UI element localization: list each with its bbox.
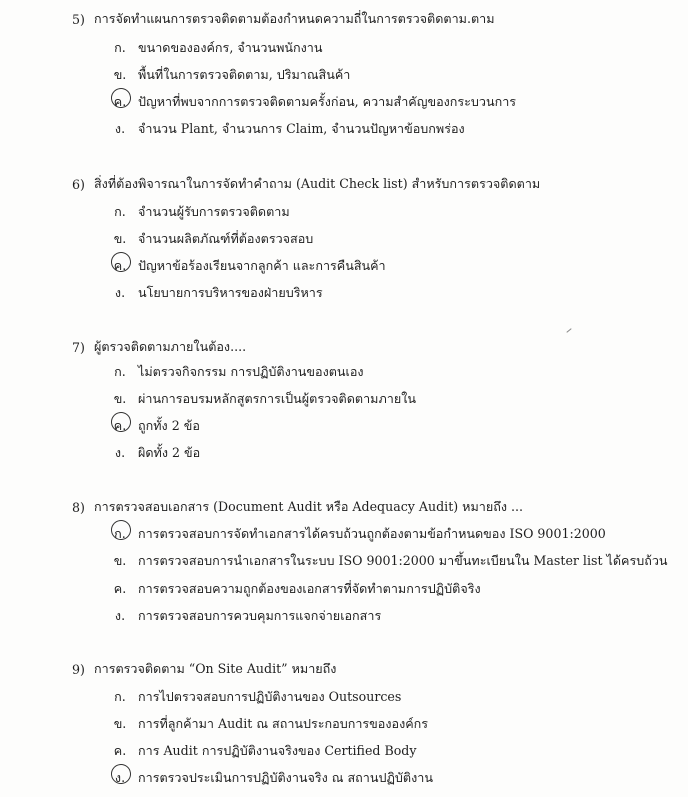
question-text: ผู้ตรวจติดตามภายในต้อง.... (94, 339, 247, 354)
choice-a (108, 201, 290, 223)
question-text: การตรวจติดตาม “On Site Audit” หมายถึง (94, 661, 337, 676)
question-number: 8) (72, 499, 85, 515)
choice-letter: ก. (114, 40, 126, 55)
choice-letter: ข. (113, 391, 127, 406)
choice-a (108, 37, 322, 59)
choice-text: การตรวจสอบการจัดทำเอกสารได้ครบถ้วนถูกต้องตามข้อกำหนดของ ISO 9001:2000 (138, 526, 606, 541)
choice-letter: ง. (114, 285, 126, 300)
question-number: 9) (72, 661, 85, 677)
choice-letter: ข. (113, 553, 127, 568)
choice-c (108, 91, 516, 113)
question-stem (72, 173, 540, 195)
choice-text: พื้นที่ในการตรวจติดตาม, ปริมาณสินค้า (138, 67, 351, 82)
choice-text: จำนวน Plant, จำนวนการ Claim, จำนวนปัญหาข้อบกพร่อง (138, 121, 465, 136)
choice-letter: ข. (113, 716, 127, 731)
choice-text: การตรวจสอบการนำเอกสารในระบบ ISO 9001:2000 มาขึ้นทะเบียนใน Master list ได้ครบถ้วน (138, 553, 668, 568)
choice-letter: ค. (113, 743, 127, 758)
choice-text: ถูกทั้ง 2 ข้อ (138, 418, 200, 433)
circled-answer-mark: ก. (108, 524, 132, 544)
question-stem (72, 496, 523, 518)
choice-text: การไปตรวจสอบการปฏิบัติงานของ Outsources (138, 689, 402, 704)
choice-c (108, 740, 416, 762)
choice-text: ปัญหาข้อร้องเรียนจากลูกค้า และการคืนสินค้า (138, 258, 386, 273)
choice-text: ขนาดขององค์กร, จำนวนพนักงาน (138, 40, 323, 55)
choice-d (108, 767, 433, 789)
choice-text: ไม่ตรวจกิจกรรม การปฏิบัติงานของตนเอง (138, 364, 364, 379)
question-number: 7) (72, 339, 85, 355)
choice-letter: ข. (113, 67, 127, 82)
choice-text: การตรวจสอบความถูกต้องของเอกสารที่จัดทำตามการปฏิบัติจริง (138, 581, 481, 596)
choice-b (108, 64, 350, 86)
choice-b (108, 550, 668, 572)
circled-answer-mark: ค. (108, 416, 132, 436)
choice-a (108, 686, 401, 708)
circled-answer-mark: ค. (108, 256, 132, 276)
choice-a (108, 361, 364, 383)
question-stem (72, 658, 336, 680)
choice-text: ผิดทั้ง 2 ข้อ (138, 445, 201, 460)
circled-answer-mark: ง. (108, 768, 132, 788)
choice-a (108, 523, 606, 545)
choice-text: จำนวนผู้รับการตรวจติดตาม (138, 204, 290, 219)
question-number: 5) (72, 11, 85, 27)
choice-letter: ง. (114, 121, 126, 136)
scan-speck (566, 328, 571, 333)
choice-text: การที่ลูกค้ามา Audit ณ สถานประกอบการขององค์กร (138, 716, 429, 731)
question-number: 6) (72, 176, 85, 192)
choice-letter: ง. (114, 608, 126, 623)
choice-d (108, 442, 200, 464)
choice-letter: ก. (114, 204, 126, 219)
choice-d (108, 118, 465, 140)
choice-d (108, 605, 381, 627)
question-text: สิ่งที่ต้องพิจารณาในการจัดทำคำถาม (Audit Check list) สำหรับการตรวจติดตาม (94, 176, 541, 191)
choice-text: การ Audit การปฏิบัติงานจริงของ Certified Body (138, 743, 417, 758)
choice-b (108, 228, 313, 250)
choice-text: การตรวจประเมินการปฏิบัติงานจริง ณ สถานปฏิบัติงาน (138, 770, 433, 785)
question-stem (72, 336, 246, 358)
choice-c (108, 415, 200, 437)
choice-b (108, 388, 416, 410)
choice-c (108, 255, 386, 277)
choice-c (108, 578, 481, 600)
choice-text: ปัญหาที่พบจากการตรวจติดตามครั้งก่อน, ความสำคัญของกระบวนการ (138, 94, 517, 109)
choice-letter: ก. (114, 689, 126, 704)
choice-letter: ก. (114, 364, 126, 379)
choice-text: จำนวนผลิตภัณฑ์ที่ต้องตรวจสอบ (138, 231, 314, 246)
choice-letter: ง. (114, 445, 126, 460)
choice-text: การตรวจสอบการควบคุมการแจกจ่ายเอกสาร (138, 608, 382, 623)
choice-d (108, 282, 323, 304)
choice-letter: ข. (113, 231, 127, 246)
circled-answer-mark: ค. (108, 92, 132, 112)
question-text: การจัดทำแผนการตรวจติดตามต้องกำหนดความถี่ในการตรวจติดตาม.ตาม (94, 11, 495, 26)
choice-text: ผ่านการอบรมหลักสูตรการเป็นผู้ตรวจติดตามภายใน (138, 391, 416, 406)
question-text: การตรวจสอบเอกสาร (Document Audit หรือ Adequacy Audit) หมายถึง ... (94, 499, 524, 514)
choice-letter: ค. (113, 581, 127, 596)
choice-text: นโยบายการบริหารของฝ่ายบริหาร (138, 285, 323, 300)
question-stem (72, 8, 495, 30)
choice-b (108, 713, 428, 735)
